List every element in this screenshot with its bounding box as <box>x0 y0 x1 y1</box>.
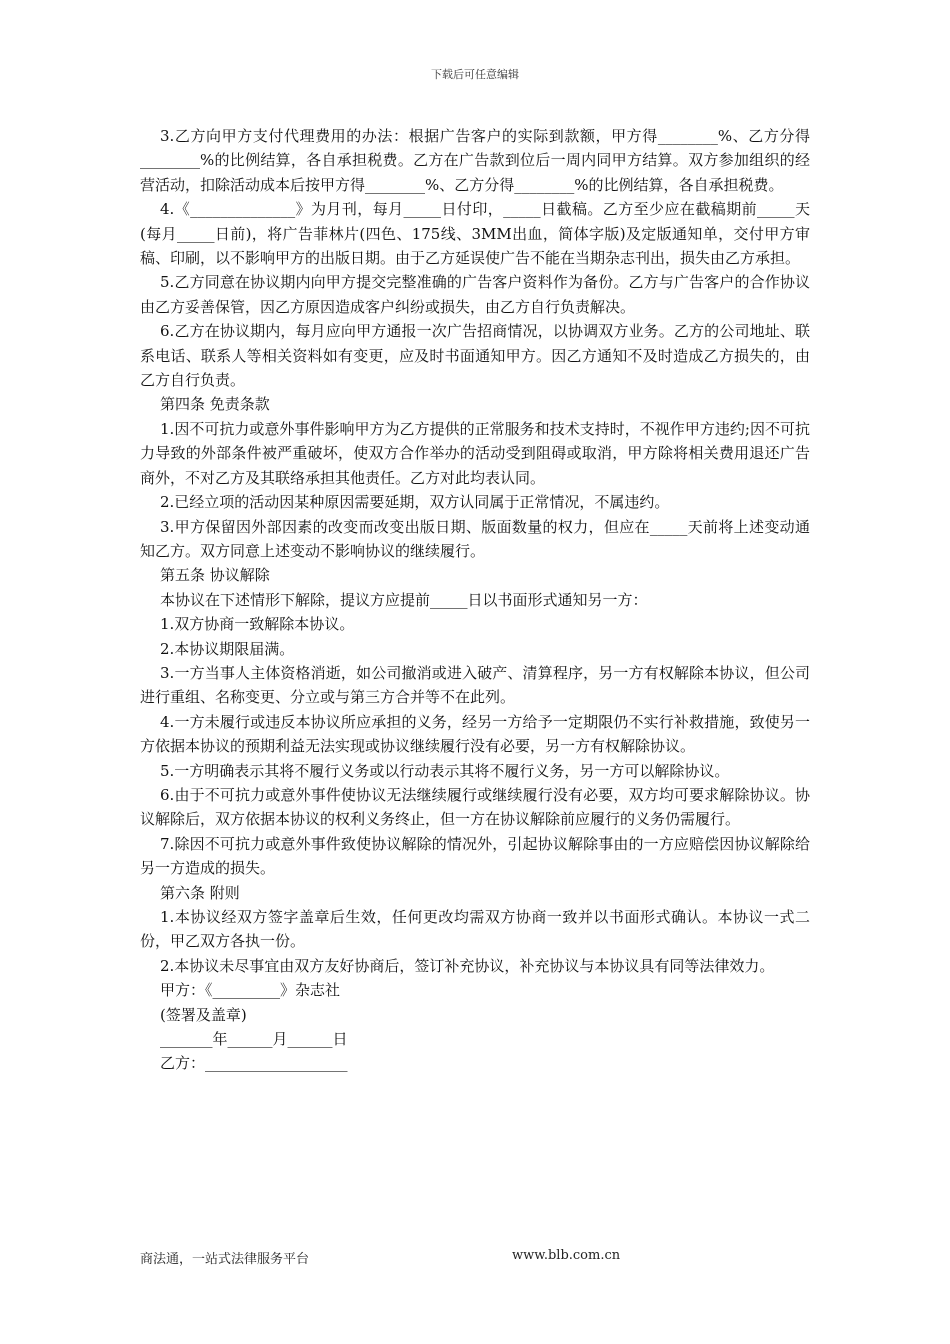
clause-paragraph: 5.乙方同意在协议期内向甲方提交完整准确的广告客户资料作为备份。乙方与广告客户的合作协议由乙方妥善保管，因乙方原因造成客户纠纷或损失，由乙方自行负责解决。 <box>140 273 810 316</box>
clause-paragraph: 2.已经立项的活动因某种原因需要延期，双方认同属于正常情况，不属违约。 <box>160 493 670 512</box>
document-body <box>140 124 810 1076</box>
clause-paragraph: 2.本协议期限届满。 <box>160 639 295 658</box>
section-heading: 第四条 免责条款 <box>160 395 270 414</box>
clause-paragraph: 2.本协议未尽事宜由双方友好协商后，签订补充协议，补充协议与本协议具有同等法律效力。 <box>160 956 775 975</box>
clause-paragraph: 4.一方未履行或违反本协议所应承担的义务，经另一方给予一定期限仍不实行补救措施，致使另一方依据本协议的预期利益无法实现或协议继续履行没有必要，另一方有权解除协议。 <box>140 712 810 756</box>
clause-paragraph: 1.双方协商一致解除本协议。 <box>160 615 355 634</box>
clause-paragraph: 6.由于不可抗力或意外事件使协议无法继续履行或继续履行没有必要，双方均可要求解除协议。协议解除后，双方依据本协议的权利义务终止，但一方在协议解除前应履行的义务仍需履行。 <box>140 785 810 829</box>
clause-paragraph: 1.因不可抗力或意外事件影响甲方为乙方提供的正常服务和技术支持时，不视作甲方违约;因不可抗力导致的外部条件被严重破坏，使双方合作举办的活动受到阻碍或取消，甲方除将相关费用退还广告商外，不对乙方及其联络承担其他责任。乙方对此均表认同。 <box>140 419 810 487</box>
signature-date: _______年______月______日 <box>160 1030 348 1049</box>
clause-paragraph: 3.一方当事人主体资格消逝，如公司撤消或进入破产、清算程序，另一方有权解除本协议，但公司进行重组、名称变更、分立或与第三方合并等不在此列。 <box>140 663 810 707</box>
signature-party-a: 甲方：《_________》杂志社 <box>160 981 341 1000</box>
clause-paragraph: 5.一方明确表示其将不履行义务或以行动表示其将不履行义务，另一方可以解除协议。 <box>160 761 730 780</box>
clause-paragraph: 3.甲方保留因外部因素的改变而改变出版日期、版面数量的权力，但应在_____天前将上述变动通知乙方。双方同意上述变动不影响协议的继续履行。 <box>140 517 810 560</box>
clause-paragraph: 4.《______________》为月刊，每月_____日付印，_____日截稿。乙方至少应在截稿期前_____天(每月_____日前)，将广告菲林片(四色、175线、3MM出血，简体字版)及定版通知单，交付甲方审稿、印刷，以不影响甲方的出版日期。由于乙方延误使广告不能在当期杂志刊出，损失由乙方承担。 <box>140 200 810 268</box>
clause-paragraph: 3.乙方向甲方支付代理费用的办法：根据广告客户的实际到款额，甲方得________%、乙方分得________%的比例结算，各自承担税费。乙方在广告款到位后一周内同甲方结算。双方参加组织的经营活动，扣除活动成本后按甲方得________%、乙方分得________%的比例结算，各自承担税费。 <box>140 127 810 194</box>
page-header: 下载后可任意编辑 <box>431 68 519 81</box>
footer-platform-name: 商法通，一站式法律服务平台 <box>140 1252 310 1267</box>
signature-party-b: 乙方：___________________ <box>160 1054 348 1073</box>
clause-paragraph: 6.乙方在协议期内，每月应向甲方通报一次广告招商情况，以协调双方业务。乙方的公司地址、联系电话、联系人等相关资料如有变更，应及时书面通知甲方。因乙方通知不及时造成乙方损失的，由乙方自行负责。 <box>140 322 810 390</box>
clause-paragraph: 7.除因不可抗力或意外事件致使协议解除的情况外，引起协议解除事由的一方应赔偿因协议解除给另一方造成的损失。 <box>140 834 810 878</box>
signature-seal-note: (签署及盖章) <box>160 1005 247 1024</box>
section-heading: 第六条 附则 <box>160 883 240 902</box>
clause-paragraph: 1.本协议经双方签字盖章后生效，任何更改均需双方协商一致并以书面形式确认。本协议一式二份，甲乙双方各执一份。 <box>140 908 810 951</box>
clause-paragraph: 本协议在下述情形下解除，提议方应提前_____日以书面形式通知另一方： <box>160 590 648 609</box>
footer-website-link[interactable]: www.blb.com.cn <box>512 1248 621 1263</box>
section-heading: 第五条 协议解除 <box>160 566 270 585</box>
